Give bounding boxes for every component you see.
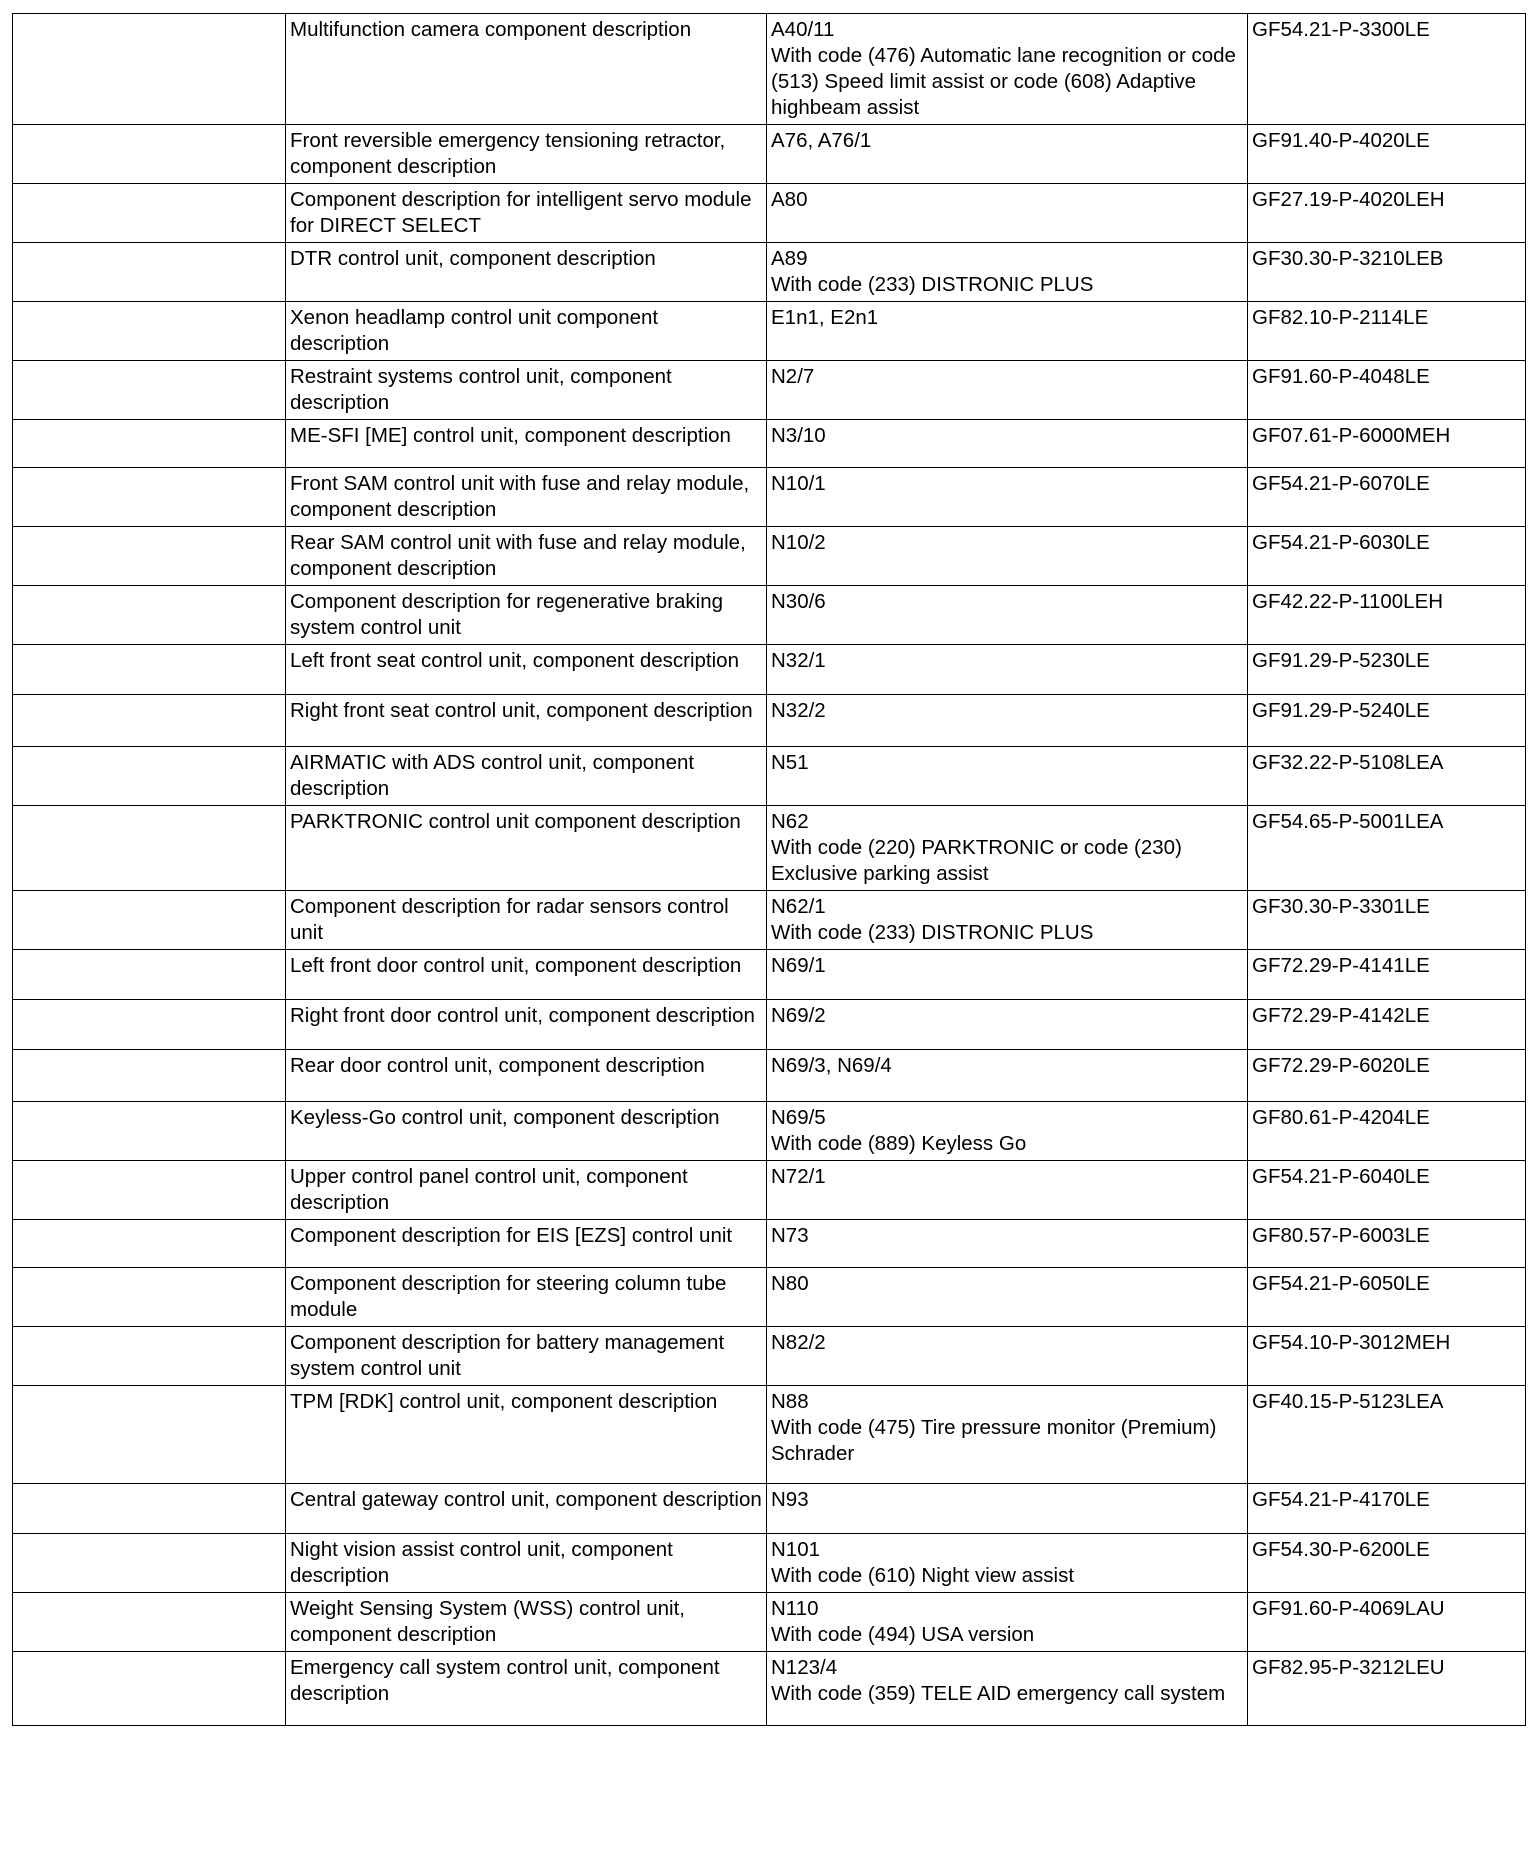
component-line: N110 <box>771 1597 819 1620</box>
component-line: N10/2 <box>771 531 826 554</box>
component-cell <box>767 125 1248 184</box>
document-number-cell: GF54.65-P-5001LEA <box>1248 806 1526 891</box>
component-line: A80 <box>771 188 808 211</box>
component-table <box>12 13 1526 1726</box>
component-line: With code (475) Tire pressure monitor (Premium) <box>771 1416 1217 1439</box>
document-number-cell: GF80.57-P-6003LE <box>1248 1220 1526 1268</box>
component-line: N10/1 <box>771 472 826 495</box>
empty-cell <box>13 891 286 950</box>
component-cell <box>767 950 1248 1000</box>
description-cell: Front SAM control unit with fuse and relay module, component description <box>286 468 767 527</box>
document-number-cell: GF91.60-P-4048LE <box>1248 361 1526 420</box>
component-cell <box>767 586 1248 645</box>
component-line: With code (233) DISTRONIC PLUS <box>771 921 1094 944</box>
table-row <box>13 1593 1526 1652</box>
component-line: N32/1 <box>771 649 826 672</box>
empty-cell <box>13 1161 286 1220</box>
description-cell: Component description for regenerative braking system control unit <box>286 586 767 645</box>
description-cell: ME-SFI [ME] control unit, component description <box>286 420 767 468</box>
empty-cell <box>13 527 286 586</box>
table-row <box>13 361 1526 420</box>
document-number-cell: GF30.30-P-3210LEB <box>1248 243 1526 302</box>
empty-cell <box>13 1484 286 1534</box>
document-number-cell: GF91.29-P-5230LE <box>1248 645 1526 695</box>
component-cell <box>767 527 1248 586</box>
document-number-cell: GF80.61-P-4204LE <box>1248 1102 1526 1161</box>
document-number-cell: GF07.61-P-6000MEH <box>1248 420 1526 468</box>
component-line: N32/2 <box>771 699 826 722</box>
description-cell: Multifunction camera component description <box>286 14 767 125</box>
description-cell: Rear SAM control unit with fuse and relay module, component description <box>286 527 767 586</box>
table-row <box>13 1220 1526 1268</box>
table-row <box>13 1161 1526 1220</box>
component-cell <box>767 695 1248 747</box>
component-cell <box>767 1050 1248 1102</box>
empty-cell <box>13 747 286 806</box>
table-row <box>13 645 1526 695</box>
table-row <box>13 747 1526 806</box>
component-line: With code (476) Automatic lane recognition or code (513) Speed limit assist or code (608) Adaptive highbeam assist <box>771 44 1236 119</box>
document-number-cell: GF54.10-P-3012MEH <box>1248 1327 1526 1386</box>
description-cell: AIRMATIC with ADS control unit, component description <box>286 747 767 806</box>
description-cell: Component description for steering column tube module <box>286 1268 767 1327</box>
component-cell <box>767 1161 1248 1220</box>
component-cell <box>767 645 1248 695</box>
document-number-cell: GF27.19-P-4020LEH <box>1248 184 1526 243</box>
table-row <box>13 1050 1526 1102</box>
component-line: N69/1 <box>771 954 826 977</box>
component-line: N80 <box>771 1272 809 1295</box>
component-line: N30/6 <box>771 590 826 613</box>
document-number-cell: GF54.21-P-6030LE <box>1248 527 1526 586</box>
component-cell <box>767 468 1248 527</box>
document-number-cell: GF32.22-P-5108LEA <box>1248 747 1526 806</box>
component-cell <box>767 1386 1248 1484</box>
table-row <box>13 695 1526 747</box>
document-number-cell: GF82.95-P-3212LEU <box>1248 1652 1526 1726</box>
table-row <box>13 950 1526 1000</box>
component-cell <box>767 1534 1248 1593</box>
component-line: N88 <box>771 1390 809 1413</box>
description-cell: Rear door control unit, component description <box>286 1050 767 1102</box>
component-line: N72/1 <box>771 1165 826 1188</box>
component-line: N73 <box>771 1224 809 1247</box>
component-line: With code (233) DISTRONIC PLUS <box>771 273 1094 296</box>
component-line: N101 <box>771 1538 821 1561</box>
table-row <box>13 1102 1526 1161</box>
table-row <box>13 1652 1526 1726</box>
empty-cell <box>13 420 286 468</box>
component-line: N2/7 <box>771 365 815 388</box>
document-number-cell: GF54.21-P-6050LE <box>1248 1268 1526 1327</box>
document-number-cell: GF54.21-P-6070LE <box>1248 468 1526 527</box>
table-row <box>13 1386 1526 1484</box>
component-cell <box>767 361 1248 420</box>
table-row <box>13 1534 1526 1593</box>
component-cell <box>767 243 1248 302</box>
empty-cell <box>13 1652 286 1726</box>
component-line: N82/2 <box>771 1331 826 1354</box>
empty-cell <box>13 1593 286 1652</box>
empty-cell <box>13 1050 286 1102</box>
empty-cell <box>13 14 286 125</box>
description-cell: Component description for intelligent servo module for DIRECT SELECT <box>286 184 767 243</box>
empty-cell <box>13 586 286 645</box>
empty-cell <box>13 1102 286 1161</box>
empty-cell <box>13 1386 286 1484</box>
document-number-cell: GF54.21-P-4170LE <box>1248 1484 1526 1534</box>
empty-cell <box>13 1534 286 1593</box>
component-line: N62/1 <box>771 895 826 918</box>
document-number-cell: GF30.30-P-3301LE <box>1248 891 1526 950</box>
component-line: With code (359) TELE AID emergency call system <box>771 1682 1226 1705</box>
document-number-cell: GF54.21-P-3300LE <box>1248 14 1526 125</box>
description-cell: Xenon headlamp control unit component description <box>286 302 767 361</box>
description-cell: Keyless-Go control unit, component description <box>286 1102 767 1161</box>
component-cell <box>767 806 1248 891</box>
component-cell <box>767 420 1248 468</box>
description-cell: DTR control unit, component description <box>286 243 767 302</box>
empty-cell <box>13 950 286 1000</box>
document-number-cell: GF72.29-P-4142LE <box>1248 1000 1526 1050</box>
component-line: A76, A76/1 <box>771 129 872 152</box>
component-line: N51 <box>771 751 809 774</box>
document-number-cell: GF40.15-P-5123LEA <box>1248 1386 1526 1484</box>
empty-cell <box>13 1220 286 1268</box>
empty-cell <box>13 243 286 302</box>
component-cell <box>767 14 1248 125</box>
document-number-cell: GF72.29-P-4141LE <box>1248 950 1526 1000</box>
component-line: N3/10 <box>771 424 826 447</box>
description-cell: Restraint systems control unit, component description <box>286 361 767 420</box>
table-row <box>13 468 1526 527</box>
table-row <box>13 586 1526 645</box>
description-cell: Emergency call system control unit, component description <box>286 1652 767 1726</box>
component-cell <box>767 302 1248 361</box>
component-cell <box>767 1220 1248 1268</box>
document-number-cell: GF72.29-P-6020LE <box>1248 1050 1526 1102</box>
description-cell: Right front seat control unit, component description <box>286 695 767 747</box>
empty-cell <box>13 302 286 361</box>
document-number-cell: GF91.60-P-4069LAU <box>1248 1593 1526 1652</box>
document-number-cell: GF91.40-P-4020LE <box>1248 125 1526 184</box>
component-line: A89 <box>771 247 808 270</box>
table-row <box>13 527 1526 586</box>
component-table-body <box>13 14 1526 1726</box>
table-row <box>13 302 1526 361</box>
component-line: E1n1, E2n1 <box>771 306 879 329</box>
empty-cell <box>13 125 286 184</box>
description-cell: Left front door control unit, component description <box>286 950 767 1000</box>
description-cell: Upper control panel control unit, component description <box>286 1161 767 1220</box>
component-cell <box>767 1593 1248 1652</box>
table-row <box>13 420 1526 468</box>
empty-cell <box>13 1327 286 1386</box>
empty-cell <box>13 184 286 243</box>
component-cell <box>767 891 1248 950</box>
empty-cell <box>13 645 286 695</box>
description-cell: Component description for battery management system control unit <box>286 1327 767 1386</box>
document-number-cell: GF82.10-P-2114LE <box>1248 302 1526 361</box>
component-cell <box>767 747 1248 806</box>
component-line: N62 <box>771 810 809 833</box>
document-number-cell: GF91.29-P-5240LE <box>1248 695 1526 747</box>
component-cell <box>767 1652 1248 1726</box>
component-line: With code (220) PARKTRONIC or code (230) Exclusive parking assist <box>771 836 1182 885</box>
component-cell <box>767 184 1248 243</box>
component-cell <box>767 1327 1248 1386</box>
document-number-cell: GF54.30-P-6200LE <box>1248 1534 1526 1593</box>
document-number-cell: GF54.21-P-6040LE <box>1248 1161 1526 1220</box>
table-row <box>13 243 1526 302</box>
empty-cell <box>13 468 286 527</box>
table-row <box>13 125 1526 184</box>
description-cell: Left front seat control unit, component description <box>286 645 767 695</box>
description-cell: Weight Sensing System (WSS) control unit, component description <box>286 1593 767 1652</box>
component-line: N69/2 <box>771 1004 826 1027</box>
empty-cell <box>13 361 286 420</box>
component-line: With code (494) USA version <box>771 1623 1035 1646</box>
component-line: N123/4 <box>771 1656 838 1679</box>
description-cell: Central gateway control unit, component description <box>286 1484 767 1534</box>
table-row <box>13 1484 1526 1534</box>
empty-cell <box>13 695 286 747</box>
document-number-cell: GF42.22-P-1100LEH <box>1248 586 1526 645</box>
description-cell: Component description for EIS [EZS] control unit <box>286 1220 767 1268</box>
component-line: With code (889) Keyless Go <box>771 1132 1027 1155</box>
description-cell: PARKTRONIC control unit component description <box>286 806 767 891</box>
component-line: Schrader <box>771 1442 855 1465</box>
component-line: N69/3, N69/4 <box>771 1054 892 1077</box>
empty-cell <box>13 806 286 891</box>
table-row <box>13 14 1526 125</box>
component-cell <box>767 1484 1248 1534</box>
description-cell: Night vision assist control unit, component description <box>286 1534 767 1593</box>
table-row <box>13 184 1526 243</box>
table-row <box>13 891 1526 950</box>
component-cell <box>767 1102 1248 1161</box>
component-line: A40/11 <box>771 18 835 41</box>
component-cell <box>767 1000 1248 1050</box>
component-line: With code (610) Night view assist <box>771 1564 1075 1587</box>
table-row <box>13 1327 1526 1386</box>
description-cell: Component description for radar sensors control unit <box>286 891 767 950</box>
empty-cell <box>13 1268 286 1327</box>
component-line: N69/5 <box>771 1106 826 1129</box>
table-row <box>13 806 1526 891</box>
component-cell <box>767 1268 1248 1327</box>
table-row <box>13 1000 1526 1050</box>
description-cell: Right front door control unit, component description <box>286 1000 767 1050</box>
description-cell: Front reversible emergency tensioning retractor, component description <box>286 125 767 184</box>
empty-cell <box>13 1000 286 1050</box>
description-cell: TPM [RDK] control unit, component description <box>286 1386 767 1484</box>
table-row <box>13 1268 1526 1327</box>
component-line: N93 <box>771 1488 809 1511</box>
